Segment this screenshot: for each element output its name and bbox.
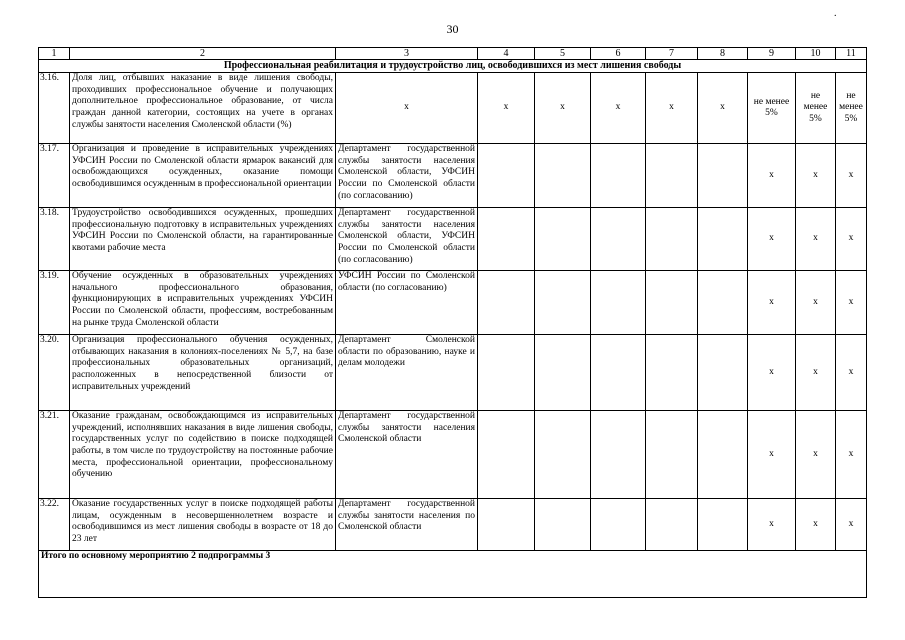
row-number: 3.20. <box>39 335 70 411</box>
row-col8-value <box>698 335 748 411</box>
row-col5-value <box>535 144 591 208</box>
col-header: 9 <box>748 48 796 60</box>
col-header: 10 <box>796 48 836 60</box>
row-col5-value <box>535 335 591 411</box>
row-col11-value: x <box>836 499 867 551</box>
row-executor: x <box>336 73 478 144</box>
row-col11-value: x <box>836 208 867 271</box>
row-activity-text: Оказание гражданам, освобождающимся из исправительных учреждений, исполнявших наказания в виде лишения свободы, государственных услуг по содействию в поиске подходящей работы, в том числе по трудоустройству на постоянные рабочие места, профессиональной ориентации, профессиональному обучению <box>70 411 336 499</box>
row-col5-value <box>535 411 591 499</box>
table-row <box>39 271 867 335</box>
row-col10-value: не менее 5% <box>796 73 836 144</box>
row-col8-value: x <box>698 73 748 144</box>
row-col8-value <box>698 208 748 271</box>
row-col5-value <box>535 271 591 335</box>
row-col11-value: x <box>836 271 867 335</box>
col-header: 5 <box>535 48 591 60</box>
section-row <box>39 60 867 73</box>
row-col11-value: не менее 5% <box>836 73 867 144</box>
col-header: 1 <box>39 48 70 60</box>
col-header: 7 <box>646 48 698 60</box>
row-col5-value <box>535 499 591 551</box>
row-col9-value: не менее 5% <box>748 73 796 144</box>
row-col10-value: x <box>796 499 836 551</box>
row-col10-value: x <box>796 335 836 411</box>
row-activity-text: Обучение осужденных в образовательных учреждениях начального профессионального образования, функционирующих в исправительных учреждениях УФСИН России по Смоленской области, профессиям, востребованным на рынке труда Смоленской области <box>70 271 336 335</box>
table-body <box>39 48 867 598</box>
total-label: Итого по основному мероприятию 2 подпрограммы 3 <box>39 551 867 598</box>
row-activity-text: Трудоустройство освободившихся осужденных, прошедших профессиональную подготовку в исправительных учреждениях УФСИН России по Смоленской области, на гарантированные квотами рабочие места <box>70 208 336 271</box>
row-col8-value <box>698 271 748 335</box>
row-col8-value <box>698 499 748 551</box>
row-col7-value <box>646 208 698 271</box>
row-col4-value <box>478 499 535 551</box>
row-col10-value: x <box>796 271 836 335</box>
row-col4-value <box>478 271 535 335</box>
row-col4-value <box>478 411 535 499</box>
row-col10-value: x <box>796 144 836 208</box>
row-number: 3.19. <box>39 271 70 335</box>
row-col7-value <box>646 271 698 335</box>
row-col7-value <box>646 411 698 499</box>
row-col4-value: x <box>478 73 535 144</box>
row-col11-value: x <box>836 411 867 499</box>
row-col6-value <box>591 411 646 499</box>
row-number: 3.17. <box>39 144 70 208</box>
row-col6-value <box>591 271 646 335</box>
row-col4-value <box>478 144 535 208</box>
row-col9-value: x <box>748 144 796 208</box>
row-col4-value <box>478 208 535 271</box>
row-activity-text: Организация профессионального обучения осужденных, отбывающих наказания в колониях-поселениях № 5,7, на базе профессиональных образовательных организаций, расположенных в непосредственной близости от исправительных учреждений <box>70 335 336 411</box>
row-col10-value: x <box>796 411 836 499</box>
table-row <box>39 499 867 551</box>
row-executor: УФСИН России по Смоленской области (по согласованию) <box>336 271 478 335</box>
row-col7-value <box>646 499 698 551</box>
row-col6-value <box>591 335 646 411</box>
row-col9-value: x <box>748 208 796 271</box>
row-col5-value <box>535 208 591 271</box>
row-col7-value <box>646 144 698 208</box>
row-col8-value <box>698 144 748 208</box>
corner-mark: . <box>834 8 837 19</box>
table-row <box>39 411 867 499</box>
row-col7-value: x <box>646 73 698 144</box>
column-number-row <box>39 48 867 60</box>
row-activity-text: Доля лиц, отбывших наказание в виде лишения свободы, проходивших профессиональное обучение и получающих дополнительное профессиональное образование, от числа граждан данной категории, состоящих на учете в органах службы занятости населения Смоленской области (%) <box>70 73 336 144</box>
row-col6-value: x <box>591 73 646 144</box>
row-col5-value: x <box>535 73 591 144</box>
col-header: 8 <box>698 48 748 60</box>
table-row <box>39 144 867 208</box>
row-number: 3.16. <box>39 73 70 144</box>
row-col11-value: x <box>836 144 867 208</box>
row-col6-value <box>591 208 646 271</box>
row-col4-value <box>478 335 535 411</box>
row-number: 3.21. <box>39 411 70 499</box>
row-col9-value: x <box>748 411 796 499</box>
col-header: 6 <box>591 48 646 60</box>
row-executor: Департамент государственной службы занятости населения Смоленской области <box>336 411 478 499</box>
col-header: 2 <box>70 48 336 60</box>
table-row <box>39 208 867 271</box>
row-col6-value <box>591 144 646 208</box>
row-col11-value: x <box>836 335 867 411</box>
row-executor: Департамент государственной службы занятости населения Смоленской области, УФСИН России по Смоленской области (по согласованию) <box>336 208 478 271</box>
row-col9-value: x <box>748 271 796 335</box>
row-number: 3.22. <box>39 499 70 551</box>
row-col6-value <box>591 499 646 551</box>
table-row <box>39 335 867 411</box>
col-header: 4 <box>478 48 535 60</box>
row-col8-value <box>698 411 748 499</box>
row-activity-text: Оказание государственных услуг в поиске подходящей работы лицам, осужденным в несовершеннолетнем возрасте и освободившимся из мест лишения свободы в возрасте от 18 до 23 лет <box>70 499 336 551</box>
row-col9-value: x <box>748 335 796 411</box>
row-number: 3.18. <box>39 208 70 271</box>
program-table <box>38 47 867 598</box>
row-executor: Департамент Смоленской области по образованию, науке и делам молодежи <box>336 335 478 411</box>
row-activity-text: Организация и проведение в исправительных учреждениях УФСИН России по Смоленской области ярмарок вакансий для освобождающихся осужденных, оказание помощи освободившимся осужденным в профессиональной ориентации <box>70 144 336 208</box>
row-col9-value: x <box>748 499 796 551</box>
col-header: 11 <box>836 48 867 60</box>
page-number: 30 <box>446 22 459 36</box>
row-col7-value <box>646 335 698 411</box>
section-title: Профессиональная реабилитация и трудоустройство лиц, освободившихся из мест лишения свободы <box>39 60 867 73</box>
total-row <box>39 551 867 598</box>
table-row <box>39 73 867 144</box>
row-executor: Департамент государственной службы занятости населения Смоленской области, УФСИН России по Смоленской области (по согласованию) <box>336 144 478 208</box>
col-header: 3 <box>336 48 478 60</box>
row-col10-value: x <box>796 208 836 271</box>
row-executor: Департамент государственной службы занятости населения по Смоленской области <box>336 499 478 551</box>
